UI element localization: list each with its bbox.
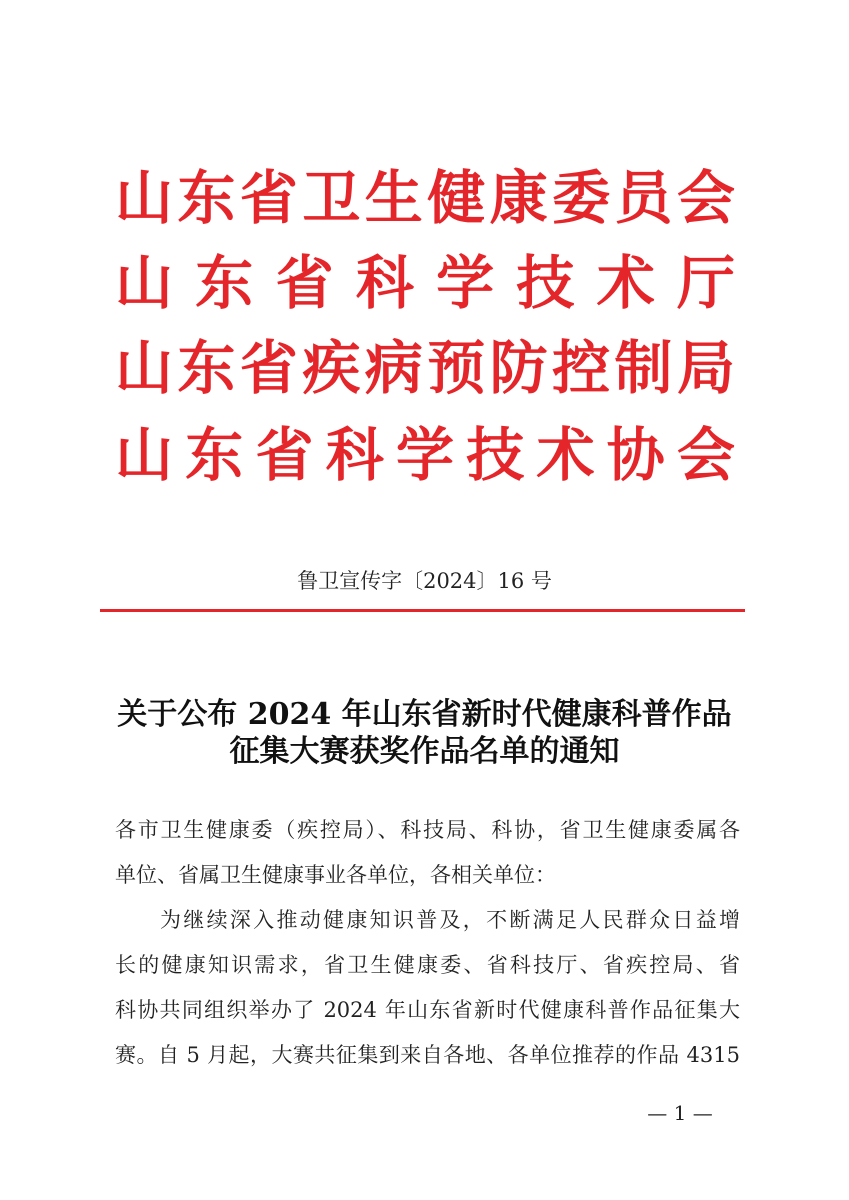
body-paragraph-line-1: 为继续深入推动健康知识普及，不断满足人民群众日益增: [160, 908, 740, 932]
red-separator-line: [100, 609, 745, 612]
document-title-line-2: 征集大赛获奖作品名单的通知: [229, 734, 620, 769]
issuing-organization-health-commission: 山东省卫生健康委员会: [115, 164, 735, 232]
issuing-organization-disease-control-bureau: 山东省疾病预防控制局: [115, 334, 735, 402]
body-paragraph-line-2: 长的健康知识需求，省卫生健康委、省科技厅、省疾控局、省: [115, 953, 740, 977]
document-number: 鲁卫宣传字〔2024〕16 号: [297, 569, 552, 593]
body-paragraph-line-3: 科协共同组织举办了 2024 年山东省新时代健康科普作品征集大: [115, 998, 740, 1022]
salutation-line-2: 单位、省属卫生健康事业各单位，各相关单位：: [115, 863, 556, 887]
page-number: — 1 —: [647, 1101, 713, 1125]
issuing-organization-science-technology-association: 山东省科学技术协会: [115, 421, 735, 489]
body-paragraph-line-4: 赛。自 5 月起，大赛共征集到来自各地、各单位推荐的作品 4315: [115, 1043, 740, 1067]
document-title-line-1: 关于公布 2024 年山东省新时代健康科普作品: [117, 697, 732, 732]
issuing-organization-science-technology-department: 山东省科学技术厅: [115, 249, 735, 317]
salutation-line-1: 各市卫生健康委（疾控局）、科技局、科协，省卫生健康委属各: [115, 818, 740, 842]
